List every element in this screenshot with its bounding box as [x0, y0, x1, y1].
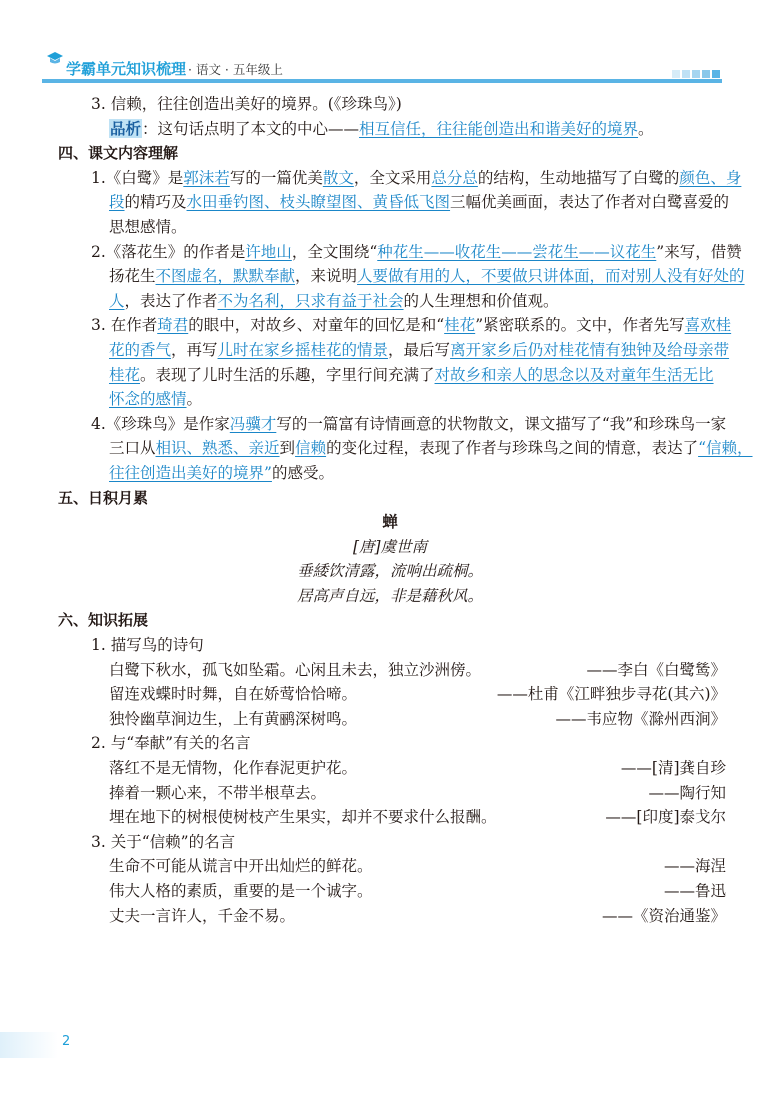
line-18 [54, 535, 726, 560]
text-segment: ，最后写 [388, 340, 451, 359]
line-1 [54, 117, 726, 142]
answer-text: 桂花 [109, 365, 141, 384]
text-segment: ，全文围绕“ [291, 242, 378, 261]
line-13 [54, 412, 726, 437]
label-tag: 品析 [110, 118, 142, 138]
line-2 [54, 141, 726, 166]
text-segment: 的结构，生动地描写了白鹭的 [477, 168, 680, 187]
line-7 [54, 264, 745, 289]
answer-text: 冯骥才 [229, 414, 277, 433]
line-0 [54, 92, 726, 117]
book-title: 学霸单元知识梳理 [66, 60, 187, 78]
line-29 [54, 805, 726, 830]
text-segment: 。 [638, 119, 654, 138]
line-31 [54, 854, 726, 879]
attribution: ——鲁迅 [663, 882, 726, 900]
text-segment: 埋在地下的树根使树枝产生果实，却并不要求什么报酬。 [109, 808, 497, 827]
line-3 [54, 166, 742, 191]
answer-text: 桂花 [444, 316, 476, 335]
text-segment: 到 [279, 439, 296, 458]
text-segment: 的变化过程，表现了作者与珍珠鸟之间的情意，表达了 [326, 439, 699, 458]
answer-text: 颜色、身 [679, 168, 742, 187]
text-segment: [唐]虞世南 [352, 537, 428, 556]
answer-text: 花的香气 [109, 340, 172, 359]
line-30 [54, 830, 726, 855]
line-32 [54, 879, 726, 904]
answer-text: 怀念的感情 [109, 390, 187, 409]
answer-text: “信赖， [698, 439, 753, 458]
attribution: ——李白《白鹭鸶》 [586, 660, 726, 679]
line-15 [54, 461, 726, 486]
line-27 [54, 756, 726, 781]
attribution: ——[清]龚自珍 [620, 759, 726, 778]
header-title [50, 58, 283, 79]
text-segment: 四、课文内容理解 [58, 144, 179, 163]
text-segment: ，全文采用 [353, 168, 432, 187]
line-9 [54, 313, 732, 338]
text-segment: 的精巧及 [124, 193, 187, 212]
answer-text: 段 [109, 193, 125, 212]
footer-bar [0, 1032, 58, 1058]
line-11 [54, 363, 726, 388]
answer-text: 离开家乡后仍对桂花情有独钟及给母亲带 [450, 340, 730, 359]
answer-text: 许地山 [245, 242, 292, 261]
attribution: ——杜甫《江畔独步寻花(其六)》 [496, 685, 726, 704]
text-segment: 写的一篇富有诗情画意的状物散文，课文描写了“我”和珍珠鸟一家 [276, 414, 727, 433]
text-segment: 留连戏蝶时时舞，自在娇莺恰恰啼。 [109, 685, 358, 704]
text-segment: 蝉 [382, 513, 398, 532]
text-segment: 丈夫一言许人，千金不易。 [109, 906, 296, 925]
page-header [0, 0, 780, 84]
text-segment: ，来说明 [295, 267, 358, 286]
text-segment: ，再写 [171, 340, 218, 359]
header-decoration [672, 70, 720, 78]
line-17 [54, 510, 726, 535]
text-segment: 。 [186, 390, 203, 409]
text-segment: 三口从 [109, 439, 156, 458]
page-content [54, 92, 753, 928]
answer-text: 儿时在家乡摇桂花的情景 [217, 340, 389, 359]
line-12 [54, 387, 726, 412]
answer-text: 水田垂钓图、枝头瞭望图、黄昏低飞图 [186, 193, 451, 212]
text-segment: 2. 与“奉献”有关的名言 [91, 734, 251, 753]
line-14 [54, 436, 753, 461]
text-segment: 落红不是无情物，化作春泥更护花。 [109, 759, 358, 778]
header-rule [42, 79, 722, 83]
text-segment: 垂緌饮清露，流响出疏桐。 [296, 562, 483, 581]
answer-text: 喜欢桂 [684, 316, 732, 335]
answer-text: 散文 [322, 168, 354, 187]
answer-text: 总分总 [431, 168, 478, 187]
line-28 [54, 781, 726, 806]
line-26 [54, 731, 726, 756]
text-segment: ：这句话点明了本文的中心—— [142, 119, 360, 138]
text-segment: ”来写，借赞 [656, 242, 742, 261]
answer-text: 相识、熟悉、亲近 [155, 439, 280, 458]
text-segment: 伟大人格的素质，重要的是一个诚字。 [109, 882, 373, 900]
text-segment: 2.《落花生》的作者是 [91, 242, 246, 261]
text-segment: 3. 关于“信赖”的名言 [91, 832, 236, 851]
answer-text: 郭沫若 [183, 168, 230, 187]
answer-text: 往往创造出美好的境界” [109, 463, 272, 482]
line-8 [54, 289, 726, 314]
line-6 [54, 240, 742, 265]
text-segment: 捧着一颗心来，不带半根草去。 [109, 783, 327, 802]
text-segment: 白鹭下秋水，孤飞如坠霜。心闲且未去，独立沙洲傍。 [109, 660, 482, 679]
line-33 [54, 904, 726, 929]
answer-text: 琦君 [157, 316, 189, 335]
text-segment: 写的一篇优美 [229, 168, 323, 187]
answer-text: 相互信任，往往能创造出和谐美好的境界 [359, 119, 639, 138]
text-segment: 3. 信赖，往往创造出美好的境界。(《珍珠鸟》) [91, 95, 402, 113]
answer-text: 人要做有用的人，不要做只讲体面，而对别人没有好处的 [357, 267, 745, 286]
text-segment: 的感受。 [271, 463, 334, 482]
answer-text: 人 [109, 291, 125, 310]
attribution: ——韦应物《滁州西涧》 [555, 709, 726, 728]
line-20 [54, 584, 726, 609]
line-10 [54, 338, 730, 363]
attribution: ——海涅 [663, 857, 726, 876]
line-4 [54, 190, 730, 215]
text-segment: 居高声自远，非是藉秋风。 [296, 586, 483, 605]
text-segment: ，表达了作者 [124, 291, 218, 310]
text-segment: 三幅优美画面，表达了作者对白鹭喜爱的 [450, 193, 730, 212]
page-number: 2 [62, 1034, 71, 1049]
text-segment: 3. 在作者 [91, 316, 158, 335]
text-segment: 4.《珍珠鸟》是作家 [91, 414, 230, 433]
text-segment: 的人生理想和价值观。 [403, 291, 559, 310]
line-16 [54, 486, 726, 511]
answer-text: 种花生——收花生——尝花生——议花生 [377, 242, 657, 261]
text-segment: 。表现了儿时生活的乐趣，字里行间充满了 [140, 365, 435, 384]
line-19 [54, 559, 726, 584]
line-24 [54, 682, 726, 707]
text-segment: ”紧密联系的。文中，作者先写 [475, 316, 685, 335]
line-21 [54, 608, 726, 633]
attribution: ——陶行知 [648, 783, 726, 802]
text-segment: 六、知识拓展 [58, 611, 149, 630]
book-subtitle: · 语文 · 五年级上 [188, 62, 283, 77]
text-segment: 1. 描写鸟的诗句 [91, 636, 204, 655]
text-segment: 独怜幽草涧边生，上有黄鹂深树鸣。 [109, 709, 358, 728]
answer-text: 不图虚名，默默奉献 [155, 267, 296, 286]
line-25 [54, 707, 726, 732]
text-segment: 思想感情。 [109, 217, 187, 236]
text-segment: 1.《白鹭》是 [91, 168, 184, 187]
text-segment: 五、日积月累 [58, 488, 149, 507]
line-23 [54, 658, 726, 683]
answer-text: 对故乡和亲人的思念以及对童年生活无比 [434, 365, 714, 384]
answer-text: 不为名利，只求有益于社会 [217, 291, 404, 310]
text-segment: 扬花生 [109, 267, 156, 286]
text-segment: 的眼中，对故乡、对童年的回忆是和“ [188, 316, 445, 335]
line-5 [54, 215, 726, 240]
attribution: ——《资治通鉴》 [601, 906, 726, 925]
text-segment: 生命不可能从谎言中开出灿烂的鲜花。 [109, 857, 373, 876]
attribution: ——[印度]泰戈尔 [605, 808, 726, 827]
line-22 [54, 633, 726, 658]
answer-text: 信赖 [295, 439, 327, 458]
